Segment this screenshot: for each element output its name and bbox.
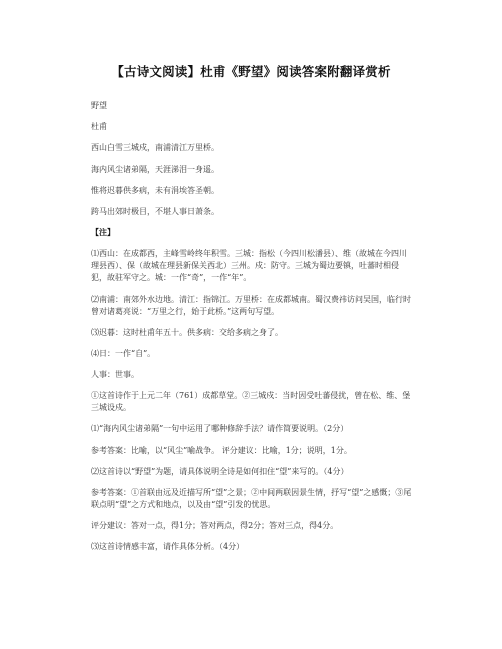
background-note: ①这首诗作于上元二年（761）成都草堂。②三城戍：当时因受吐蕃侵扰，曾在松、维、堡三城设戍。 [91,391,411,413]
note-3: ⑶迟暮：这时杜甫年五十。供多病：交给多病之身了。 [91,327,283,337]
answer-1: 参考答案：比喻，以“风尘”喻战争。 评分建议：比喻，1分；说明，1分。 [91,445,352,455]
answer-2: 参考答案：①首联由远及近描写所“望”之景；②中间两联因景生情，抒写“望”之感慨；③尾联点明“望”之方式和地点，以及由“望”引发的忧思。 [91,488,412,509]
poem-line-4: 跨马出郊时极目，不堪人事日萧条。 [91,206,219,216]
document-title: 【古诗文阅读】杜甫《野望》阅读答案附翻译赏析 [111,64,391,79]
poem-line-2: 海内风尘诸弟隔，天涯涕泪一身遥。 [91,164,219,174]
poem-author: 杜甫 [91,122,107,132]
note-2: ⑵南浦：南郊外水边地。清江：指锦江。万里桥：在成都城南。蜀汉费祎访问吴国，临行时曾对诸葛亮说：“万里之行，始于此桥。”这两句写望。 [91,294,411,316]
question-2: ⑵这首诗以“野望”为题，请具体说明全诗是如何扣住“望”来写的。（4分） [91,466,349,476]
note-4: ⑷日：一作“自”。 [91,348,156,358]
poem-line-1: 西山白雪三城戍，南浦清江万里桥。 [91,143,219,153]
scoring-2: 评分建议：答对一点，得1分；答对两点，得2分；答对三点，得4分。 [91,521,339,531]
notes-heading: 【注】 [91,228,115,238]
note-1: ⑴西山：在成都西，主峰雪岭终年积雪。三城：指松（今四川松潘县）、维（故城在今四川理县西）、保（故城在理县新保关西北）三州。戍：防守。三城为蜀边要镇，吐蕃时相侵犯，故驻军守之。城：一作“奇”，一作“年”。 [91,249,407,283]
document-body [91,100,413,563]
poem-title: 野望 [91,101,107,110]
question-3: ⑶这首诗情感丰富，请作具体分析。（4分） [91,542,245,552]
note-renshi: 人事：世事。 [91,370,139,380]
question-1: ⑴“海内风尘诸弟隔”一句中运用了哪种修辞手法？请作简要说明。（2分） [91,424,349,434]
poem-line-3: 惟将迟暮供多病，未有涓埃答圣朝。 [91,185,219,195]
